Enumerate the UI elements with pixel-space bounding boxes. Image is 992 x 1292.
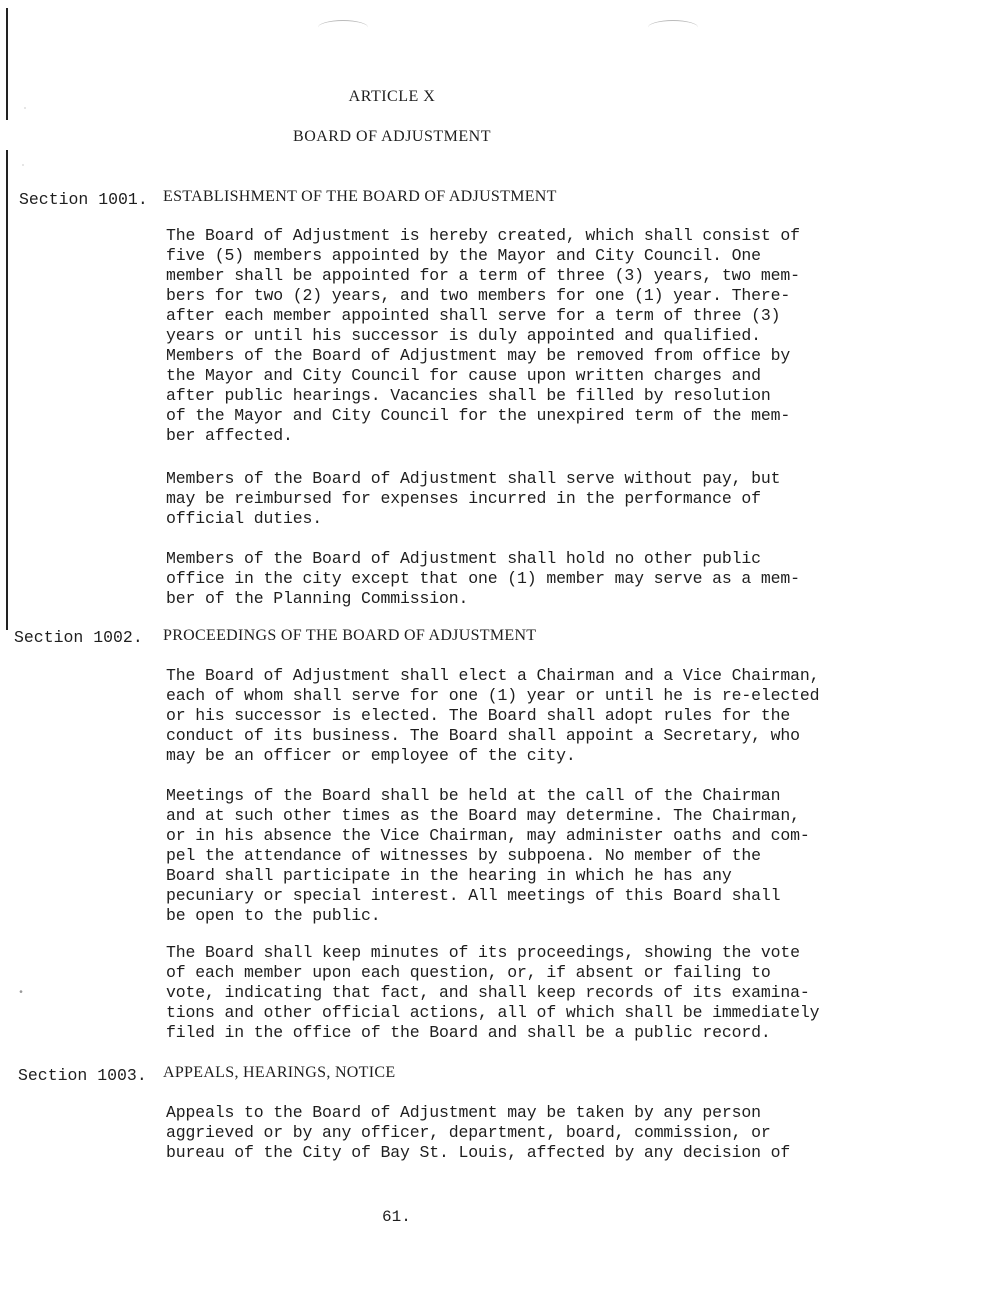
text-line: and at such other times as the Board may determine. The Chairman, — [166, 806, 800, 825]
section-1001-label: Section 1001. — [19, 190, 148, 209]
text-line: after each member appointed shall serve for a term of three (3) — [166, 306, 781, 325]
text-line: aggrieved or by any officer, department, board, commission, or — [166, 1123, 771, 1142]
text-line: Members of the Board of Adjustment may be removed from office by — [166, 346, 791, 365]
section-1002-label: Section 1002. — [14, 628, 143, 647]
page-number: 61. — [382, 1208, 411, 1226]
punch-mark-right — [648, 20, 698, 35]
text-line: or his successor is elected. The Board shall adopt rules for the — [166, 706, 791, 725]
text-line: ber of the Planning Commission. — [166, 589, 469, 608]
text-line: vote, indicating that fact, and shall keep records of its examina- — [166, 983, 810, 1002]
text-line: The Board of Adjustment is hereby created, which shall consist of — [166, 226, 800, 245]
text-line: pecuniary or special interest. All meetings of this Board shall — [166, 886, 781, 905]
section-1003-heading: APPEALS, HEARINGS, NOTICE — [163, 1064, 396, 1081]
text-line: Meetings of the Board shall be held at the call of the Chairman — [166, 786, 781, 805]
text-line: Board shall participate in the hearing in which he has any — [166, 866, 732, 885]
section-1003-paragraph-1 — [166, 1103, 866, 1163]
text-line: bers for two (2) years, and two members for one (1) year. There- — [166, 286, 791, 305]
binder-line-left — [6, 150, 8, 630]
punch-mark-left — [318, 20, 368, 35]
text-line: Members of the Board of Adjustment shall hold no other public — [166, 549, 761, 568]
text-line: of the Mayor and City Council for the unexpired term of the mem- — [166, 406, 791, 425]
text-line: or in his absence the Vice Chairman, may administer oaths and com- — [166, 826, 810, 845]
text-line: office in the city except that one (1) member may serve as a mem- — [166, 569, 800, 588]
section-1003-label: Section 1003. — [18, 1066, 147, 1085]
text-line: years or until his successor is duly appointed and qualified. — [166, 326, 761, 345]
text-line: official duties. — [166, 509, 323, 528]
text-line: bureau of the City of Bay St. Louis, affected by any decision of — [166, 1143, 791, 1162]
speck-mark: • — [18, 988, 25, 999]
text-line: Members of the Board of Adjustment shall serve without pay, but — [166, 469, 781, 488]
text-line: after public hearings. Vacancies shall be filled by resolution — [166, 386, 771, 405]
speck-mark: ˙ — [20, 165, 27, 176]
text-line: may be an officer or employee of the city. — [166, 746, 576, 765]
text-line: ber affected. — [166, 426, 293, 445]
text-line: conduct of its business. The Board shall appoint a Secretary, who — [166, 726, 800, 745]
text-line: tions and other official actions, all of which shall be immediately — [166, 1003, 820, 1022]
article-title: BOARD OF ADJUSTMENT — [293, 128, 491, 145]
text-line: may be reimbursed for expenses incurred in the performance of — [166, 489, 761, 508]
section-1002-paragraph-2 — [166, 786, 866, 926]
text-line: filed in the office of the Board and shall be a public record. — [166, 1023, 771, 1042]
text-line: The Board shall keep minutes of its proceedings, showing the vote — [166, 943, 800, 962]
text-line: The Board of Adjustment shall elect a Chairman and a Vice Chairman, — [166, 666, 820, 685]
section-1001-paragraph-1 — [166, 226, 866, 446]
speck-mark: ˙ — [22, 108, 29, 119]
text-line: of each member upon each question, or, if absent or failing to — [166, 963, 771, 982]
section-1001-heading: ESTABLISHMENT OF THE BOARD OF ADJUSTMENT — [163, 188, 557, 205]
text-line: be open to the public. — [166, 906, 381, 925]
text-line: Appeals to the Board of Adjustment may be taken by any person — [166, 1103, 761, 1122]
text-line: each of whom shall serve for one (1) year or until he is re-elected — [166, 686, 820, 705]
section-1002-paragraph-3 — [166, 943, 866, 1043]
text-line: pel the attendance of witnesses by subpoena. No member of the — [166, 846, 761, 865]
section-1001-paragraph-2 — [166, 469, 866, 529]
section-1001-paragraph-3 — [166, 549, 866, 609]
text-line: five (5) members appointed by the Mayor and City Council. One — [166, 246, 761, 265]
text-line: member shall be appointed for a term of three (3) years, two mem- — [166, 266, 800, 285]
section-1002-paragraph-1 — [166, 666, 866, 766]
text-line: the Mayor and City Council for cause upon written charges and — [166, 366, 761, 385]
section-1002-heading: PROCEEDINGS OF THE BOARD OF ADJUSTMENT — [163, 627, 537, 644]
article-number: ARTICLE X — [348, 88, 436, 105]
